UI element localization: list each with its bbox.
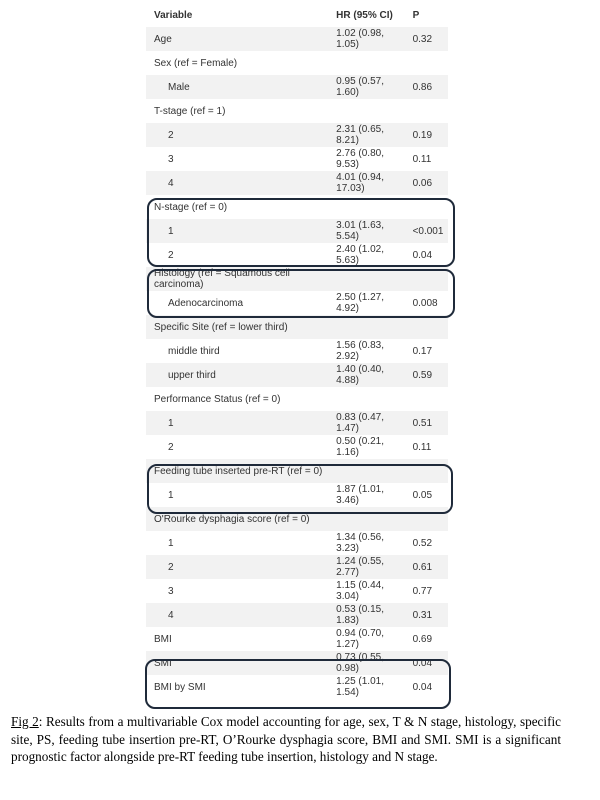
cell-p: 0.61 — [409, 555, 448, 579]
cell-variable: Feeding tube inserted pre-RT (ref = 0) — [146, 459, 336, 483]
cell-hr: 1.25 (1.01, 1.54) — [336, 676, 384, 698]
cell-variable: Male — [146, 75, 336, 99]
table-row — [146, 315, 448, 339]
figure-caption — [11, 713, 561, 766]
cell-p: 0.51 — [409, 411, 448, 435]
cell-p: 0.86 — [409, 75, 448, 99]
cell-hr: 2.40 (1.02, 5.63) — [336, 244, 384, 266]
cell-hr: 3.01 (1.63, 5.54) — [336, 219, 408, 243]
cell-hr — [336, 99, 408, 123]
table-row — [146, 27, 448, 51]
cell-hr — [336, 315, 408, 339]
cell-p: <0.001 — [409, 219, 448, 243]
cell-hr: 1.40 (0.40, 4.88) — [336, 363, 408, 387]
header-p: P — [412, 9, 420, 21]
cell-hr: 2.50 (1.27, 4.92) — [336, 292, 384, 314]
cell-variable: 1 — [146, 411, 336, 435]
cell-variable: Sex (ref = Female) — [154, 57, 238, 69]
table-row — [146, 555, 448, 579]
cell-p: 0.11 — [412, 441, 432, 453]
cell-p: 0.04 — [412, 249, 433, 261]
cell-variable: 2 — [168, 249, 174, 261]
results-table-container — [146, 3, 448, 699]
cell-hr — [336, 387, 408, 411]
cell-variable: upper third — [146, 363, 336, 387]
cell-hr: 2.31 (0.65, 8.21) — [336, 123, 408, 147]
highlight-box-histology — [147, 269, 455, 318]
cell-variable: 2 — [146, 123, 336, 147]
cell-hr — [336, 51, 408, 75]
cell-variable: 3 — [168, 585, 174, 597]
table-row — [146, 123, 448, 147]
cell-p: 0.52 — [412, 537, 433, 549]
cell-hr: 0.53 (0.15, 1.83) — [336, 603, 408, 627]
cell-p: 0.69 — [412, 633, 433, 645]
cell-hr: 1.56 (0.83, 2.92) — [336, 340, 384, 362]
cell-p: 0.17 — [412, 345, 433, 357]
cell-hr: 0.94 (0.70, 1.27) — [336, 628, 384, 650]
cell-p: 0.04 — [409, 651, 448, 675]
cell-hr: 4.01 (0.94, 17.03) — [336, 171, 408, 195]
cell-p: 0.31 — [409, 603, 448, 627]
table-row — [146, 603, 448, 627]
table-row — [146, 51, 448, 75]
cell-p: 0.32 — [409, 27, 448, 51]
cell-p: 0.05 — [412, 489, 433, 501]
table-row — [146, 435, 448, 459]
cell-hr: 1.02 (0.98, 1.05) — [336, 27, 408, 51]
header-variable: Variable — [154, 9, 193, 21]
cell-variable: 2 — [146, 555, 336, 579]
cell-p — [409, 315, 448, 339]
table-row — [146, 147, 448, 171]
header-hr: HR (95% CI) — [336, 9, 393, 21]
figure-label: Fig 2 — [11, 714, 39, 729]
cell-variable: Age — [146, 27, 336, 51]
cell-p: 0.59 — [409, 363, 448, 387]
highlight-box-smi — [145, 659, 451, 709]
cell-hr: 0.83 (0.47, 1.47) — [336, 411, 408, 435]
cell-variable: 1 — [146, 219, 336, 243]
cell-variable: SMI — [146, 651, 336, 675]
cell-hr: 1.15 (0.44, 3.04) — [336, 580, 384, 602]
cell-variable: Performance Status (ref = 0) — [154, 393, 281, 405]
table-row — [146, 171, 448, 195]
cell-variable: Specific Site (ref = lower third) — [146, 315, 336, 339]
table-row — [146, 75, 448, 99]
table-row — [146, 387, 448, 411]
table-row — [146, 411, 448, 435]
cell-variable: middle third — [168, 345, 220, 357]
table-row — [146, 363, 448, 387]
cell-variable: 1 — [168, 489, 174, 501]
cell-variable: 4 — [146, 603, 336, 627]
cell-p: 0.11 — [412, 153, 432, 165]
cell-p: 0.19 — [409, 123, 448, 147]
caption-text: : Results from a multivariable Cox model accounting for age, sex, T & N stage, histology, specific site, PS, feeding tube insertion pre-RT, O’Rourke dysphagia score, BMI and SMI. SMI is a significant prognostic factor alongside pre-RT feeding tube insertion, histology and N stage. — [11, 714, 561, 764]
cell-hr: 1.87 (1.01, 3.46) — [336, 484, 384, 506]
table-row — [146, 579, 448, 603]
table-row — [146, 339, 448, 363]
cell-hr: 0.73 (0.55, 0.98) — [336, 651, 408, 675]
cell-variable: BMI by SMI — [154, 681, 206, 693]
table-body — [146, 27, 448, 699]
cell-variable: O'Rourke dysphagia score (ref = 0) — [146, 507, 336, 531]
cell-p: 0.06 — [409, 171, 448, 195]
cell-variable: 1 — [168, 537, 174, 549]
cell-p: 0.04 — [412, 681, 433, 693]
cell-p — [409, 51, 448, 75]
cell-hr: 0.50 (0.21, 1.16) — [336, 436, 384, 458]
table-row — [146, 627, 448, 651]
cell-variable: 4 — [146, 171, 336, 195]
cell-hr: 1.34 (0.56, 3.23) — [336, 532, 384, 554]
cell-variable: T-stage (ref = 1) — [154, 105, 226, 117]
cell-variable: 2 — [168, 441, 174, 453]
cell-hr: 0.95 (0.57, 1.60) — [336, 75, 408, 99]
cox-model-results-table — [146, 3, 448, 699]
highlight-box-n-stage — [147, 198, 455, 267]
cell-p — [409, 387, 448, 411]
table-header-row — [146, 3, 448, 27]
cell-variable: Adenocarcinoma — [168, 297, 244, 309]
cell-variable: BMI — [154, 633, 172, 645]
cell-p — [409, 99, 448, 123]
cell-hr: 1.24 (0.55, 2.77) — [336, 555, 408, 579]
cell-hr: 2.76 (0.80, 9.53) — [336, 148, 384, 170]
cell-p: 0.77 — [412, 585, 433, 597]
cell-variable: 3 — [168, 153, 174, 165]
cell-variable: Histology (ref = Squamous cell carcinoma) — [146, 267, 336, 291]
cell-p: 0.008 — [412, 297, 438, 309]
highlight-box-feeding-tube — [147, 464, 453, 514]
table-row — [146, 531, 448, 555]
table-row — [146, 99, 448, 123]
cell-variable: N-stage (ref = 0) — [154, 201, 228, 213]
